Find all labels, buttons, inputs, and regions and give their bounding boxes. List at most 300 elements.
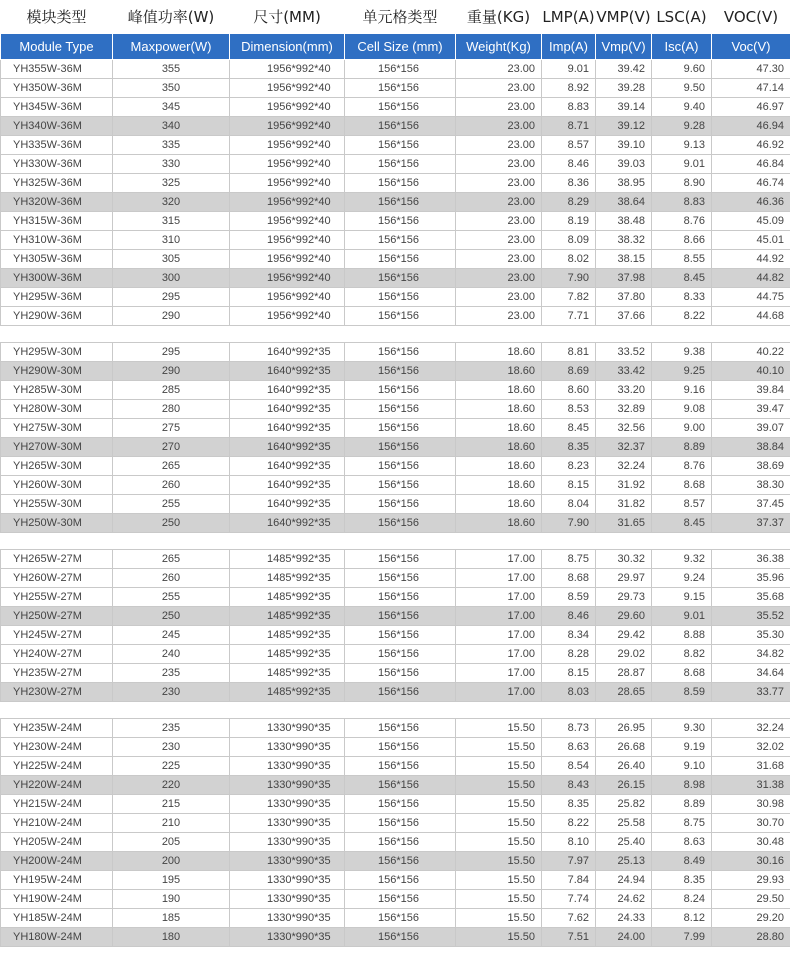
table-row [1, 269, 790, 288]
cell-isc: 8.76 [652, 457, 712, 476]
cell-weight: 15.50 [456, 871, 542, 890]
cell-isc: 9.08 [652, 400, 712, 419]
header-cn-weight: 重量(KG) [466, 8, 531, 26]
cell-voc: 34.82 [712, 645, 790, 664]
cell-isc: 8.88 [652, 626, 712, 645]
cell-dimension: 1485*992*35 [230, 607, 345, 626]
group-separator-cell [1, 533, 790, 550]
table-row [1, 362, 790, 381]
cell-dimension: 1330*990*35 [230, 719, 345, 738]
cell-imp: 7.51 [542, 928, 596, 947]
header-cn-maxpower: 峰值功率(W) [127, 8, 215, 26]
cell-module-type: YH185W-24M [1, 909, 113, 928]
cell-vmp: 37.98 [596, 269, 652, 288]
cell-module-type: YH235W-24M [1, 719, 113, 738]
cell-dimension: 1956*992*40 [230, 136, 345, 155]
cell-vmp: 28.65 [596, 683, 652, 702]
cell-module-type: YH250W-30M [1, 514, 113, 533]
cell-maxpower: 265 [113, 457, 230, 476]
cell-imp: 8.35 [542, 795, 596, 814]
cell-maxpower: 225 [113, 757, 230, 776]
cell-cell-size: 156*156 [345, 683, 456, 702]
cell-isc: 8.83 [652, 193, 712, 212]
cell-voc: 38.84 [712, 438, 790, 457]
table-row [1, 250, 790, 269]
table-row [1, 928, 790, 947]
cell-vmp: 32.37 [596, 438, 652, 457]
cell-maxpower: 350 [113, 79, 230, 98]
chinese-header-row [1, 0, 790, 34]
cell-module-type: YH335W-36M [1, 136, 113, 155]
cell-module-type: YH315W-36M [1, 212, 113, 231]
cell-imp: 7.74 [542, 890, 596, 909]
cell-cell-size: 156*156 [345, 588, 456, 607]
group-separator [1, 702, 790, 719]
cell-maxpower: 285 [113, 381, 230, 400]
cell-maxpower: 310 [113, 231, 230, 250]
cell-voc: 39.47 [712, 400, 790, 419]
cell-imp: 8.69 [542, 362, 596, 381]
cell-vmp: 29.73 [596, 588, 652, 607]
table-row [1, 626, 790, 645]
table-row [1, 890, 790, 909]
cell-cell-size: 156*156 [345, 400, 456, 419]
cell-cell-size: 156*156 [345, 607, 456, 626]
table-body [1, 60, 790, 947]
table-row [1, 381, 790, 400]
cell-cell-size: 156*156 [345, 438, 456, 457]
cell-isc: 8.45 [652, 514, 712, 533]
cell-module-type: YH275W-30M [1, 419, 113, 438]
cell-isc: 8.59 [652, 683, 712, 702]
cell-isc: 8.12 [652, 909, 712, 928]
table-row [1, 757, 790, 776]
table-row [1, 795, 790, 814]
cell-dimension: 1330*990*35 [230, 738, 345, 757]
cell-voc: 36.38 [712, 550, 790, 569]
cell-vmp: 32.89 [596, 400, 652, 419]
cell-isc: 9.01 [652, 607, 712, 626]
cell-weight: 17.00 [456, 607, 542, 626]
cell-maxpower: 215 [113, 795, 230, 814]
cell-voc: 30.48 [712, 833, 790, 852]
cell-weight: 15.50 [456, 738, 542, 757]
cell-module-type: YH245W-27M [1, 626, 113, 645]
cell-cell-size: 156*156 [345, 928, 456, 947]
header-cn-vmp: VMP(V) [596, 7, 651, 26]
cell-module-type: YH215W-24M [1, 795, 113, 814]
cell-cell-size: 156*156 [345, 362, 456, 381]
cell-vmp: 31.65 [596, 514, 652, 533]
cell-voc: 37.45 [712, 495, 790, 514]
cell-maxpower: 340 [113, 117, 230, 136]
cell-maxpower: 355 [113, 60, 230, 79]
table-row [1, 136, 790, 155]
cell-cell-size: 156*156 [345, 776, 456, 795]
table-row [1, 833, 790, 852]
cell-maxpower: 335 [113, 136, 230, 155]
cell-voc: 45.01 [712, 231, 790, 250]
table-row [1, 231, 790, 250]
cell-isc: 8.49 [652, 852, 712, 871]
cell-vmp: 39.12 [596, 117, 652, 136]
cell-dimension: 1956*992*40 [230, 79, 345, 98]
cell-dimension: 1330*990*35 [230, 795, 345, 814]
cell-vmp: 30.32 [596, 550, 652, 569]
cell-voc: 29.20 [712, 909, 790, 928]
table-row [1, 814, 790, 833]
header-cn-dimension: 尺寸(MM) [253, 8, 321, 26]
cell-weight: 23.00 [456, 174, 542, 193]
cell-maxpower: 280 [113, 400, 230, 419]
cell-vmp: 26.68 [596, 738, 652, 757]
cell-cell-size: 156*156 [345, 343, 456, 362]
table-row [1, 117, 790, 136]
cell-module-type: YH180W-24M [1, 928, 113, 947]
cell-maxpower: 200 [113, 852, 230, 871]
cell-isc: 8.45 [652, 269, 712, 288]
cell-vmp: 25.40 [596, 833, 652, 852]
cell-vmp: 32.24 [596, 457, 652, 476]
header-cn-module-type: 模块类型 [26, 8, 87, 26]
cell-voc: 45.09 [712, 212, 790, 231]
cell-vmp: 28.87 [596, 664, 652, 683]
cell-isc: 8.90 [652, 174, 712, 193]
cell-imp: 8.54 [542, 757, 596, 776]
cell-isc: 8.89 [652, 795, 712, 814]
table-row [1, 569, 790, 588]
cell-maxpower: 255 [113, 495, 230, 514]
table-row [1, 588, 790, 607]
cell-weight: 15.50 [456, 852, 542, 871]
cell-module-type: YH225W-24M [1, 757, 113, 776]
cell-imp: 8.53 [542, 400, 596, 419]
cell-maxpower: 250 [113, 514, 230, 533]
cell-voc: 44.68 [712, 307, 790, 326]
cell-module-type: YH325W-36M [1, 174, 113, 193]
cell-vmp: 31.92 [596, 476, 652, 495]
cell-voc: 31.38 [712, 776, 790, 795]
table-row [1, 343, 790, 362]
cell-dimension: 1485*992*35 [230, 683, 345, 702]
cell-cell-size: 156*156 [345, 117, 456, 136]
cell-weight: 18.60 [456, 343, 542, 362]
cell-isc: 8.22 [652, 307, 712, 326]
cell-isc: 8.68 [652, 476, 712, 495]
cell-maxpower: 245 [113, 626, 230, 645]
cell-cell-size: 156*156 [345, 890, 456, 909]
cell-dimension: 1956*992*40 [230, 174, 345, 193]
cell-cell-size: 156*156 [345, 664, 456, 683]
cell-dimension: 1956*992*40 [230, 250, 345, 269]
cell-voc: 31.68 [712, 757, 790, 776]
cell-maxpower: 235 [113, 664, 230, 683]
cell-cell-size: 156*156 [345, 60, 456, 79]
header-cn-voc: VOC(V) [723, 7, 779, 26]
cell-weight: 18.60 [456, 419, 542, 438]
cell-imp: 8.75 [542, 550, 596, 569]
cell-isc: 8.82 [652, 645, 712, 664]
cell-dimension: 1956*992*40 [230, 98, 345, 117]
cell-vmp: 24.62 [596, 890, 652, 909]
cell-dimension: 1640*992*35 [230, 476, 345, 495]
cell-imp: 8.81 [542, 343, 596, 362]
cell-module-type: YH260W-30M [1, 476, 113, 495]
cell-voc: 29.93 [712, 871, 790, 890]
cell-module-type: YH310W-36M [1, 231, 113, 250]
cell-maxpower: 205 [113, 833, 230, 852]
cell-weight: 18.60 [456, 514, 542, 533]
cell-weight: 17.00 [456, 588, 542, 607]
cell-vmp: 33.20 [596, 381, 652, 400]
cell-maxpower: 315 [113, 212, 230, 231]
table-row [1, 400, 790, 419]
cell-isc: 8.55 [652, 250, 712, 269]
cell-maxpower: 260 [113, 569, 230, 588]
cell-imp: 8.46 [542, 155, 596, 174]
cell-module-type: YH320W-36M [1, 193, 113, 212]
cell-imp: 8.73 [542, 719, 596, 738]
cell-voc: 47.30 [712, 60, 790, 79]
cell-module-type: YH295W-30M [1, 343, 113, 362]
cell-maxpower: 235 [113, 719, 230, 738]
table-row [1, 738, 790, 757]
cell-imp: 8.02 [542, 250, 596, 269]
cell-maxpower: 265 [113, 550, 230, 569]
cell-dimension: 1640*992*35 [230, 381, 345, 400]
cell-isc: 8.35 [652, 871, 712, 890]
cell-isc: 9.15 [652, 588, 712, 607]
cell-imp: 9.01 [542, 60, 596, 79]
cell-voc: 33.77 [712, 683, 790, 702]
cell-imp: 7.90 [542, 269, 596, 288]
cell-module-type: YH285W-30M [1, 381, 113, 400]
cell-maxpower: 300 [113, 269, 230, 288]
cell-weight: 15.50 [456, 928, 542, 947]
cell-weight: 23.00 [456, 307, 542, 326]
cell-module-type: YH290W-30M [1, 362, 113, 381]
cell-maxpower: 305 [113, 250, 230, 269]
table-row [1, 79, 790, 98]
cell-isc: 9.10 [652, 757, 712, 776]
cell-module-type: YH300W-36M [1, 269, 113, 288]
table-row [1, 645, 790, 664]
cell-cell-size: 156*156 [345, 457, 456, 476]
cell-cell-size: 156*156 [345, 250, 456, 269]
cell-imp: 8.35 [542, 438, 596, 457]
cell-vmp: 25.13 [596, 852, 652, 871]
cell-imp: 8.28 [542, 645, 596, 664]
cell-weight: 17.00 [456, 550, 542, 569]
cell-maxpower: 290 [113, 362, 230, 381]
cell-cell-size: 156*156 [345, 569, 456, 588]
cell-isc: 7.99 [652, 928, 712, 947]
cell-dimension: 1485*992*35 [230, 664, 345, 683]
cell-weight: 15.50 [456, 814, 542, 833]
cell-cell-size: 156*156 [345, 193, 456, 212]
cell-module-type: YH260W-27M [1, 569, 113, 588]
table-row [1, 307, 790, 326]
cell-weight: 17.00 [456, 569, 542, 588]
table-row [1, 419, 790, 438]
cell-voc: 44.92 [712, 250, 790, 269]
cell-imp: 8.63 [542, 738, 596, 757]
header-en-vmp: Vmp(V) [596, 34, 652, 60]
cell-imp: 8.34 [542, 626, 596, 645]
cell-voc: 40.22 [712, 343, 790, 362]
cell-cell-size: 156*156 [345, 288, 456, 307]
cell-vmp: 38.95 [596, 174, 652, 193]
table-row [1, 495, 790, 514]
cell-imp: 8.36 [542, 174, 596, 193]
cell-vmp: 33.42 [596, 362, 652, 381]
cell-dimension: 1485*992*35 [230, 588, 345, 607]
cell-vmp: 32.56 [596, 419, 652, 438]
cell-vmp: 33.52 [596, 343, 652, 362]
cell-module-type: YH265W-30M [1, 457, 113, 476]
cell-maxpower: 325 [113, 174, 230, 193]
table-row [1, 909, 790, 928]
table-row [1, 174, 790, 193]
cell-voc: 30.16 [712, 852, 790, 871]
cell-vmp: 39.10 [596, 136, 652, 155]
cell-isc: 9.30 [652, 719, 712, 738]
cell-dimension: 1485*992*35 [230, 569, 345, 588]
cell-weight: 18.60 [456, 438, 542, 457]
cell-imp: 8.09 [542, 231, 596, 250]
cell-isc: 8.66 [652, 231, 712, 250]
cell-vmp: 38.15 [596, 250, 652, 269]
cell-module-type: YH230W-27M [1, 683, 113, 702]
cell-dimension: 1640*992*35 [230, 438, 345, 457]
cell-imp: 7.90 [542, 514, 596, 533]
cell-vmp: 31.82 [596, 495, 652, 514]
cell-weight: 23.00 [456, 60, 542, 79]
cell-weight: 18.60 [456, 400, 542, 419]
cell-module-type: YH290W-36M [1, 307, 113, 326]
cell-module-type: YH205W-24M [1, 833, 113, 852]
table-row [1, 457, 790, 476]
cell-weight: 23.00 [456, 288, 542, 307]
cell-imp: 8.60 [542, 381, 596, 400]
cell-maxpower: 230 [113, 683, 230, 702]
cell-cell-size: 156*156 [345, 795, 456, 814]
cell-voc: 32.02 [712, 738, 790, 757]
cell-voc: 34.64 [712, 664, 790, 683]
header-en-isc: Isc(A) [652, 34, 712, 60]
cell-isc: 9.50 [652, 79, 712, 98]
cell-cell-size: 156*156 [345, 269, 456, 288]
cell-dimension: 1956*992*40 [230, 117, 345, 136]
cell-weight: 17.00 [456, 664, 542, 683]
cell-isc: 9.25 [652, 362, 712, 381]
cell-vmp: 24.33 [596, 909, 652, 928]
table-row [1, 60, 790, 79]
cell-maxpower: 270 [113, 438, 230, 457]
cell-voc: 35.96 [712, 569, 790, 588]
cell-maxpower: 210 [113, 814, 230, 833]
cell-voc: 29.50 [712, 890, 790, 909]
cell-imp: 7.82 [542, 288, 596, 307]
cell-maxpower: 295 [113, 343, 230, 362]
cell-cell-size: 156*156 [345, 79, 456, 98]
cell-module-type: YH340W-36M [1, 117, 113, 136]
cell-cell-size: 156*156 [345, 98, 456, 117]
cell-dimension: 1640*992*35 [230, 514, 345, 533]
cell-maxpower: 290 [113, 307, 230, 326]
cell-dimension: 1640*992*35 [230, 419, 345, 438]
cell-voc: 46.84 [712, 155, 790, 174]
cell-voc: 46.74 [712, 174, 790, 193]
cell-dimension: 1640*992*35 [230, 343, 345, 362]
cell-weight: 17.00 [456, 626, 542, 645]
cell-voc: 30.98 [712, 795, 790, 814]
cell-voc: 28.80 [712, 928, 790, 947]
cell-module-type: YH280W-30M [1, 400, 113, 419]
cell-module-type: YH190W-24M [1, 890, 113, 909]
cell-weight: 23.00 [456, 212, 542, 231]
cell-weight: 23.00 [456, 79, 542, 98]
table-row [1, 719, 790, 738]
group-separator-cell [1, 326, 790, 343]
cell-imp: 8.03 [542, 683, 596, 702]
cell-imp: 8.43 [542, 776, 596, 795]
cell-weight: 15.50 [456, 776, 542, 795]
cell-weight: 18.60 [456, 362, 542, 381]
cell-weight: 18.60 [456, 457, 542, 476]
table-row [1, 607, 790, 626]
cell-imp: 8.92 [542, 79, 596, 98]
cell-isc: 9.40 [652, 98, 712, 117]
cell-dimension: 1956*992*40 [230, 155, 345, 174]
cell-isc: 8.33 [652, 288, 712, 307]
cell-module-type: YH265W-27M [1, 550, 113, 569]
cell-dimension: 1956*992*40 [230, 307, 345, 326]
cell-module-type: YH255W-27M [1, 588, 113, 607]
cell-vmp: 37.80 [596, 288, 652, 307]
table-row [1, 438, 790, 457]
table-row [1, 664, 790, 683]
header-en-cell-size: Cell Size (mm) [345, 34, 456, 60]
cell-isc: 8.75 [652, 814, 712, 833]
cell-imp: 8.71 [542, 117, 596, 136]
cell-voc: 35.52 [712, 607, 790, 626]
cell-dimension: 1640*992*35 [230, 400, 345, 419]
cell-isc: 8.76 [652, 212, 712, 231]
cell-isc: 9.01 [652, 155, 712, 174]
cell-voc: 46.92 [712, 136, 790, 155]
cell-weight: 23.00 [456, 98, 542, 117]
cell-module-type: YH295W-36M [1, 288, 113, 307]
cell-imp: 8.22 [542, 814, 596, 833]
table-row [1, 155, 790, 174]
cell-voc: 40.10 [712, 362, 790, 381]
cell-isc: 8.63 [652, 833, 712, 852]
cell-dimension: 1330*990*35 [230, 814, 345, 833]
cell-isc: 9.13 [652, 136, 712, 155]
cell-module-type: YH250W-27M [1, 607, 113, 626]
cell-imp: 7.62 [542, 909, 596, 928]
cell-module-type: YH345W-36M [1, 98, 113, 117]
cell-voc: 44.82 [712, 269, 790, 288]
cell-cell-size: 156*156 [345, 757, 456, 776]
table-row [1, 288, 790, 307]
cell-cell-size: 156*156 [345, 136, 456, 155]
cell-cell-size: 156*156 [345, 852, 456, 871]
cell-imp: 8.45 [542, 419, 596, 438]
cell-module-type: YH270W-30M [1, 438, 113, 457]
cell-maxpower: 195 [113, 871, 230, 890]
